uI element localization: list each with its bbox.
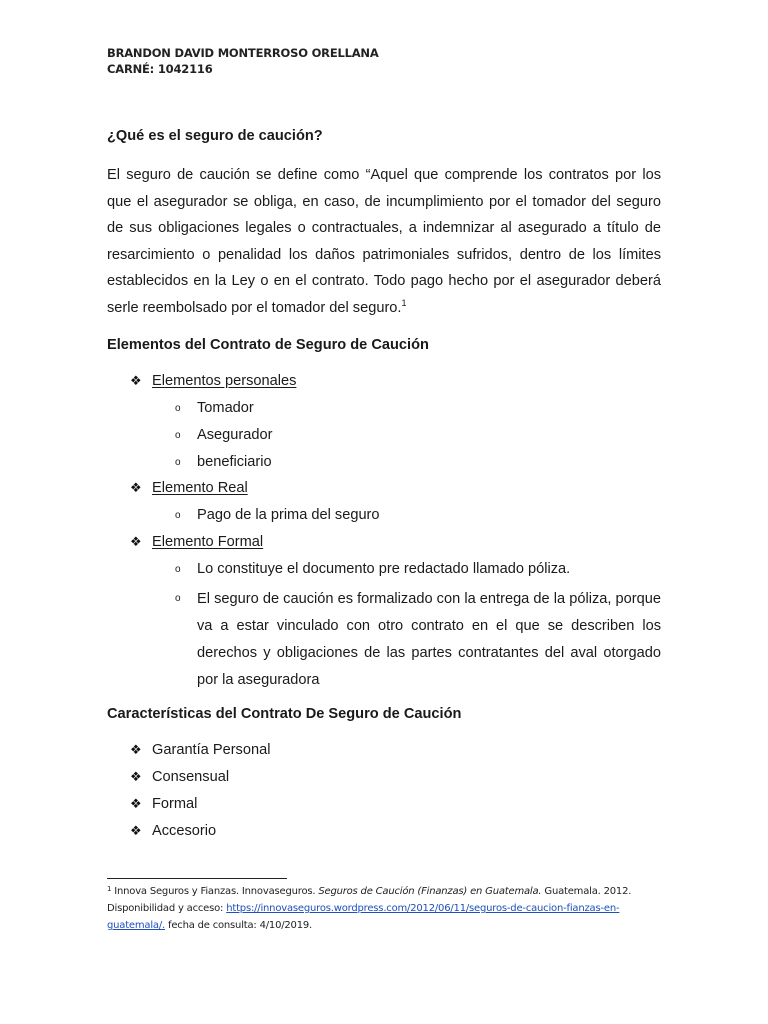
list-item-elemento-formal <box>130 534 263 550</box>
diamond-bullet-icon: ❖ <box>130 480 142 495</box>
list-item-text: Lo constituye el documento pre redactado llamado póliza. <box>197 561 571 577</box>
student-id: CARNÉ: 1042116 <box>107 62 213 76</box>
footnote-separator <box>107 878 287 879</box>
list-item-text: Pago de la prima del seguro <box>197 507 380 523</box>
diamond-bullet-icon: ❖ <box>130 534 142 549</box>
circle-bullet-icon: o <box>175 564 181 575</box>
list-item-text: Consensual <box>152 769 230 785</box>
list-item-text: Formal <box>152 796 198 812</box>
list-item-text: Garantía Personal <box>152 742 271 758</box>
list-item <box>175 427 272 443</box>
diamond-bullet-icon: ❖ <box>130 823 142 838</box>
section-title-elementos: Elementos del Contrato de Seguro de Caución <box>107 337 429 353</box>
footnote-number: 1 <box>107 885 112 893</box>
footnote-access-label: Disponibilidad y acceso: <box>107 903 224 914</box>
list-item <box>130 823 216 839</box>
footnote-place-year: Guatemala. 2012. <box>544 886 632 897</box>
list-item-long: El seguro de caución es formalizado con la entrega de la póliza, porque va a estar vinculado con otro contrato en el que se describen los derechos y obligaciones de las partes contratantes del aval otorgado por la aseguradora <box>197 591 661 688</box>
list-item <box>175 454 272 470</box>
footnote-reference[interactable]: 1 <box>401 297 407 308</box>
circle-bullet-icon: o <box>175 430 181 441</box>
footnote <box>107 883 667 934</box>
section-title-caracteristicas: Características del Contrato De Seguro de Caución <box>107 706 462 722</box>
circle-bullet-icon: o <box>175 457 181 468</box>
list-item-text: Tomador <box>197 400 254 416</box>
circle-bullet-icon: o <box>175 593 181 604</box>
section-title-que-es: ¿Qué es el seguro de caución? <box>107 128 323 144</box>
document-header <box>107 45 379 77</box>
list-item-text: Asegurador <box>197 427 273 443</box>
list-item-text: Accesorio <box>152 823 217 839</box>
footnote-work-title: Seguros de Caución (Finanzas) en Guatemala. <box>318 886 542 897</box>
circle-bullet-icon: o <box>175 510 181 521</box>
author-name: BRANDON DAVID MONTERROSO ORELLANA <box>107 46 379 60</box>
list-item-text: beneficiario <box>197 454 272 470</box>
group-label: Elementos personales <box>152 373 297 389</box>
diamond-bullet-icon: ❖ <box>130 769 142 784</box>
group-label: Elemento Formal <box>152 534 264 550</box>
list-item <box>130 796 197 812</box>
list-item-elementos-personales <box>130 373 296 389</box>
definition-paragraph <box>107 162 661 322</box>
definition-text: El seguro de caución se define como “Aquel que comprende los contratos por los que el asegurador se obliga, en caso, de incumplimiento por el tomador del seguro de sus obligaciones legales o contractuales, a indemnizar al asegurado a título de resarcimiento o penalidad los daños patrimoniales sufridos, dentro de los límites establecidos en la Ley o en el contrato. Todo pago hecho por el asegurador deberá serle reembolsado por el tomador del seguro. <box>107 167 661 316</box>
list-item-elemento-real <box>130 480 248 496</box>
list-item <box>175 400 254 416</box>
footnote-authors: Innova Seguros y Fianzas. Innovaseguros. <box>114 886 316 897</box>
list-item <box>175 507 380 523</box>
group-label: Elemento Real <box>152 480 248 496</box>
footnote-url-link[interactable]: https://innovaseguros.wordpress.com/2012/06/11/seguros-de-caucion-fianzas-en-guatemala/. <box>107 903 620 931</box>
list-item <box>130 742 270 758</box>
diamond-bullet-icon: ❖ <box>130 373 142 388</box>
diamond-bullet-icon: ❖ <box>130 796 142 811</box>
list-item <box>130 769 229 785</box>
list-item <box>175 561 570 577</box>
diamond-bullet-icon: ❖ <box>130 742 142 757</box>
circle-bullet-icon: o <box>175 403 181 414</box>
footnote-consult-date: fecha de consulta: 4/10/2019. <box>168 920 313 931</box>
